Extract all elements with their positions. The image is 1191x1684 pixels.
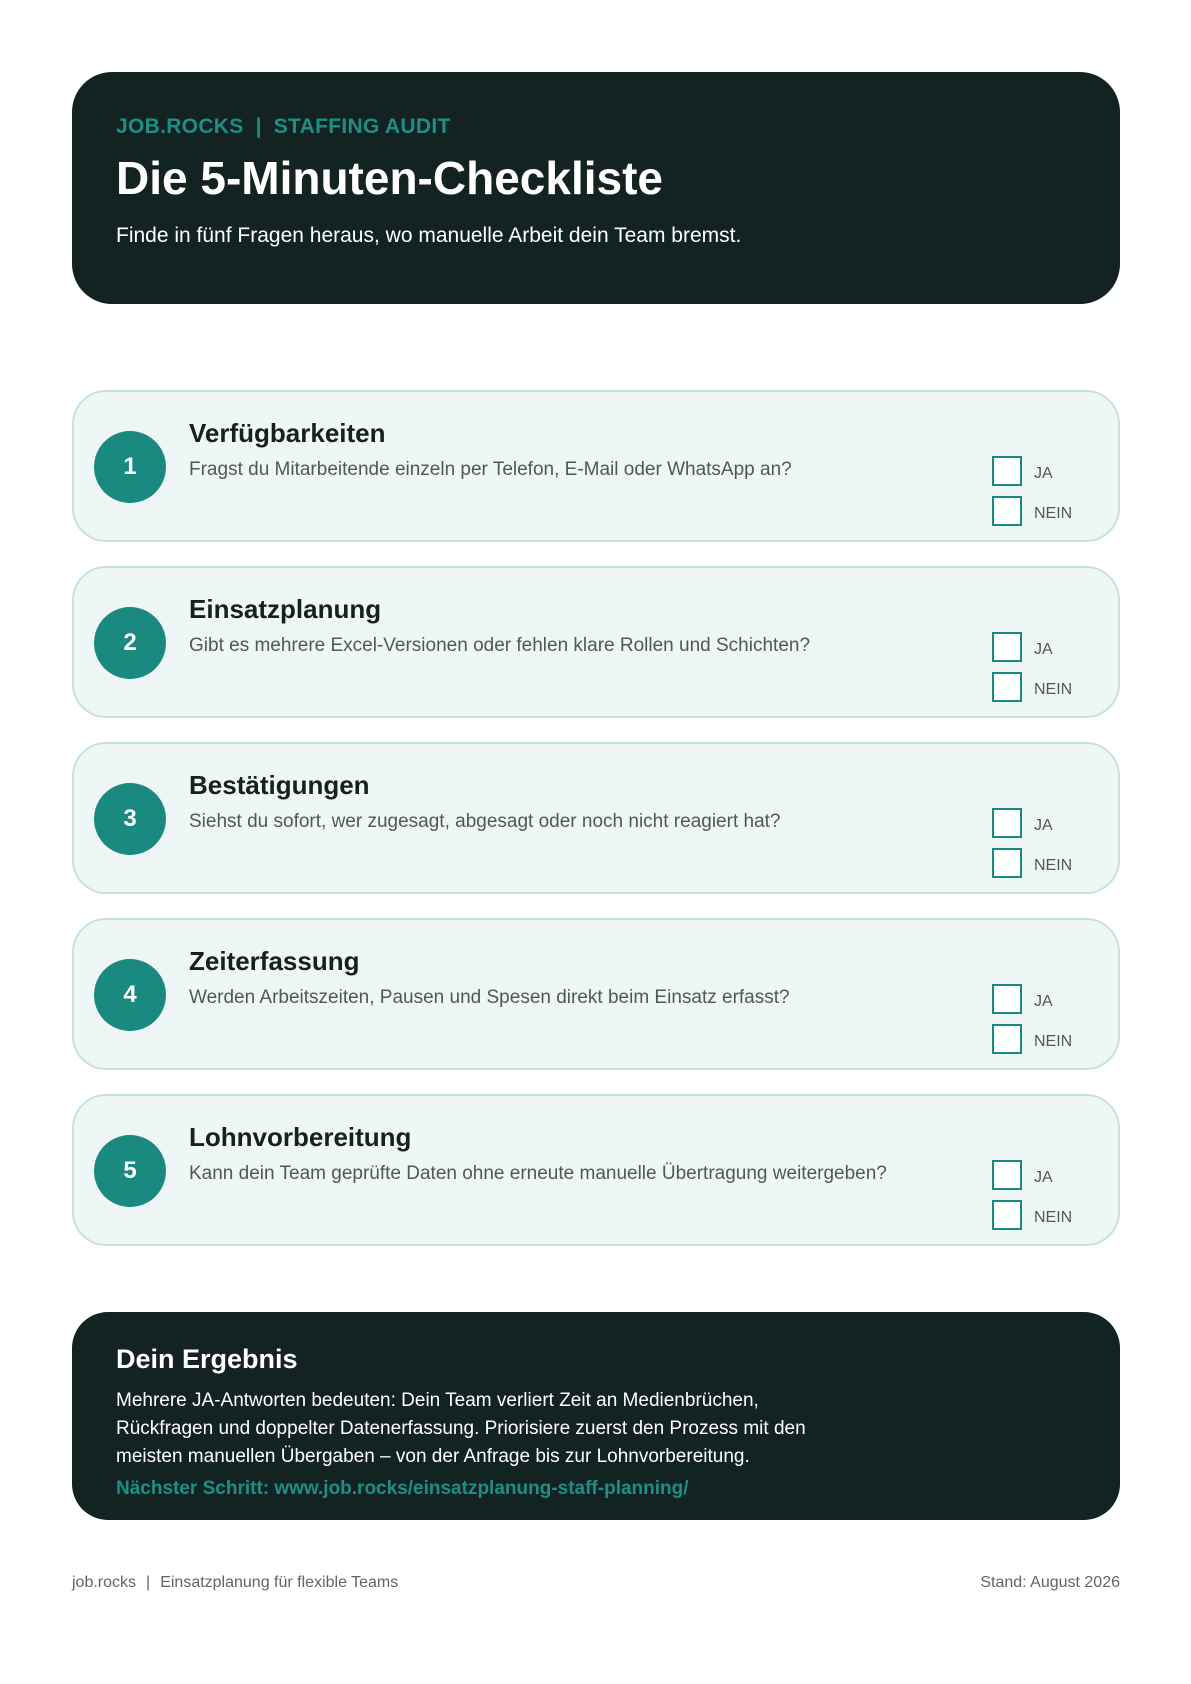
yes-checkbox[interactable] bbox=[992, 632, 1022, 662]
no-label: NEIN bbox=[1034, 1033, 1073, 1050]
eyebrow bbox=[116, 116, 1076, 137]
checklist-item-3 bbox=[72, 742, 1120, 894]
checklist-item-2 bbox=[72, 566, 1120, 718]
option-no[interactable] bbox=[992, 670, 1072, 704]
item-question: Werden Arbeitszeiten, Pausen und Spesen direkt beim Einsatz erfasst? bbox=[189, 987, 790, 1008]
answer-options bbox=[992, 1158, 1072, 1238]
answer-options bbox=[992, 454, 1072, 534]
item-number-badge: 4 bbox=[94, 959, 166, 1031]
item-question: Siehst du sofort, wer zugesagt, abgesagt oder noch nicht reagiert hat? bbox=[189, 811, 781, 832]
footer-left bbox=[72, 1574, 398, 1592]
yes-checkbox[interactable] bbox=[992, 808, 1022, 838]
no-label: NEIN bbox=[1034, 1209, 1073, 1226]
item-title: Einsatzplanung bbox=[189, 594, 382, 624]
option-yes[interactable] bbox=[992, 982, 1072, 1016]
yes-label: JA bbox=[1034, 817, 1053, 834]
item-number-badge: 1 bbox=[94, 431, 166, 503]
option-yes[interactable] bbox=[992, 630, 1072, 664]
footer bbox=[72, 1574, 1120, 1592]
option-no[interactable] bbox=[992, 1198, 1072, 1232]
option-no[interactable] bbox=[992, 846, 1072, 880]
checklist-item-1 bbox=[72, 390, 1120, 542]
no-checkbox[interactable] bbox=[992, 1200, 1022, 1230]
page-subtitle: Finde in fünf Fragen heraus, wo manuelle Arbeit dein Team bremst. bbox=[116, 224, 742, 247]
footer-separator: | bbox=[146, 1574, 151, 1591]
footer-date: Stand: August 2026 bbox=[980, 1574, 1120, 1591]
result-body: Mehrere JA-Antworten bedeuten: Dein Team verliert Zeit an Medienbrüchen, Rückfragen und doppelter Datenerfassung. Priorisiere zuerst den Prozess mit den meisten manuellen Übergaben – von der Anfrage bis zur Lohnvorbereitung. bbox=[116, 1390, 806, 1467]
answer-options bbox=[992, 630, 1072, 710]
brand-name: JOB.ROCKS bbox=[116, 115, 244, 138]
eyebrow-separator: | bbox=[255, 115, 262, 138]
item-question: Fragst du Mitarbeitende einzeln per Telefon, E-Mail oder WhatsApp an? bbox=[189, 459, 792, 480]
option-yes[interactable] bbox=[992, 806, 1072, 840]
footer-tagline: Einsatzplanung für flexible Teams bbox=[160, 1574, 399, 1591]
item-number-badge: 3 bbox=[94, 783, 166, 855]
item-title: Lohnvorbereitung bbox=[189, 1122, 412, 1152]
item-title: Zeiterfassung bbox=[189, 946, 360, 976]
result-panel bbox=[72, 1312, 1120, 1520]
yes-label: JA bbox=[1034, 641, 1053, 658]
item-title: Verfügbarkeiten bbox=[189, 418, 386, 448]
footer-site: job.rocks bbox=[72, 1574, 137, 1591]
item-title: Bestätigungen bbox=[189, 770, 370, 800]
answer-options bbox=[992, 806, 1072, 886]
option-no[interactable] bbox=[992, 494, 1072, 528]
yes-checkbox[interactable] bbox=[992, 984, 1022, 1014]
option-yes[interactable] bbox=[992, 1158, 1072, 1192]
next-step-link[interactable]: Nächster Schritt: www.job.rocks/einsatzplanung-staff-planning/ bbox=[116, 1478, 689, 1499]
yes-label: JA bbox=[1034, 465, 1053, 482]
checklist bbox=[72, 390, 1120, 1270]
header-banner bbox=[72, 72, 1120, 304]
item-question: Kann dein Team geprüfte Daten ohne erneute manuelle Übertragung weitergeben? bbox=[189, 1163, 887, 1184]
no-label: NEIN bbox=[1034, 505, 1073, 522]
no-label: NEIN bbox=[1034, 681, 1073, 698]
yes-checkbox[interactable] bbox=[992, 456, 1022, 486]
checklist-item-5 bbox=[72, 1094, 1120, 1246]
option-yes[interactable] bbox=[992, 454, 1072, 488]
answer-options bbox=[992, 982, 1072, 1062]
no-checkbox[interactable] bbox=[992, 848, 1022, 878]
yes-label: JA bbox=[1034, 1169, 1053, 1186]
item-question: Gibt es mehrere Excel-Versionen oder fehlen klare Rollen und Schichten? bbox=[189, 635, 811, 656]
no-checkbox[interactable] bbox=[992, 1024, 1022, 1054]
checklist-item-4 bbox=[72, 918, 1120, 1070]
yes-checkbox[interactable] bbox=[992, 1160, 1022, 1190]
option-no[interactable] bbox=[992, 1022, 1072, 1056]
no-label: NEIN bbox=[1034, 857, 1073, 874]
category-label: STAFFING AUDIT bbox=[273, 115, 451, 138]
no-checkbox[interactable] bbox=[992, 672, 1022, 702]
item-number-badge: 5 bbox=[94, 1135, 166, 1207]
no-checkbox[interactable] bbox=[992, 496, 1022, 526]
item-number-badge: 2 bbox=[94, 607, 166, 679]
yes-label: JA bbox=[1034, 993, 1053, 1010]
result-title: Dein Ergebnis bbox=[116, 1344, 298, 1374]
page-title: Die 5-Minuten-Checkliste bbox=[116, 152, 663, 204]
